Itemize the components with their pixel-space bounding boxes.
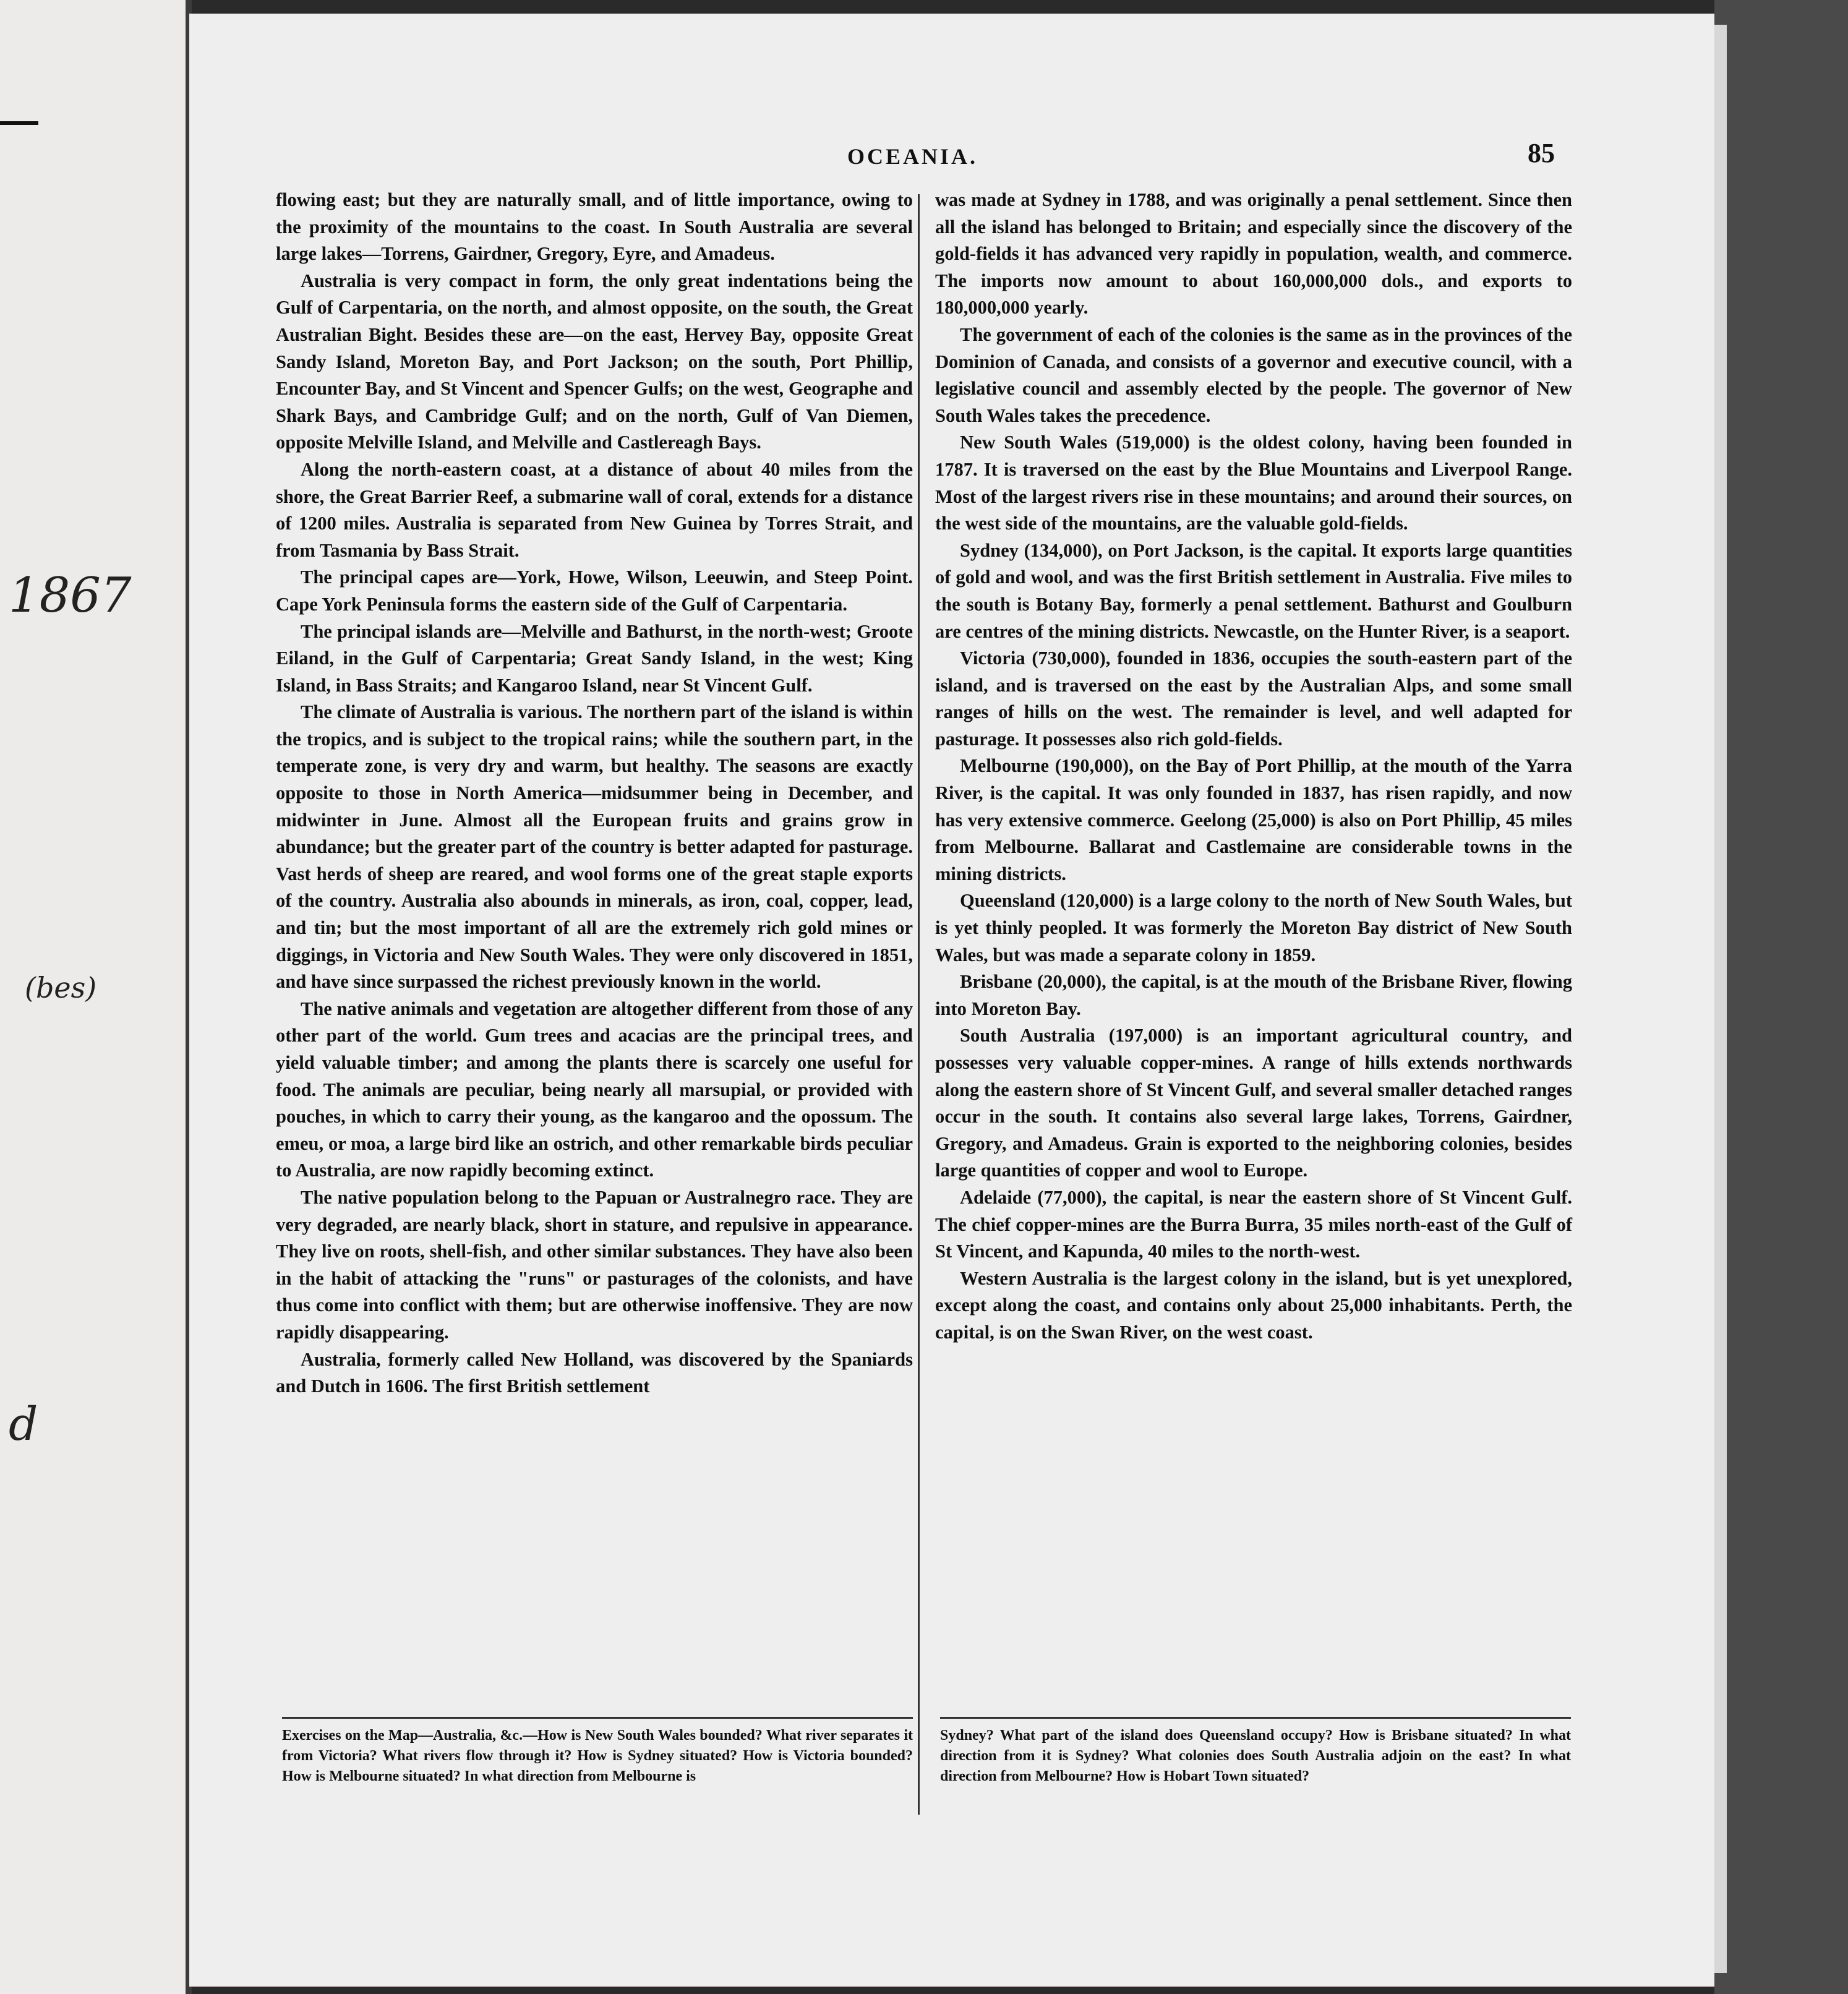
- horizontal-rule: [0, 121, 38, 125]
- left-text-column: [276, 187, 913, 1400]
- paragraph: Queensland (120,000) is a large colony to the north of New South Wales, but is yet thinly peopled. It was formerly the Moreton Bay district of New South Wales, but was made a separate colony in 1859.: [935, 890, 1572, 965]
- paragraph: flowing east; but they are naturally small, and of little importance, owing to the proximity of the mountains to the coast. In South Australia are several large lakes—Torrens, Gairdner, Gregory, Eyre, and Amadeus.: [276, 189, 913, 265]
- paragraph: Along the north-eastern coast, at a distance of about 40 miles from the shore, the Great Barrier Reef, a submarine wall of coral, extends for a distance of 1200 miles. Australia is separated from New Guinea by Torres Strait, and from Tasmania by Bass Strait.: [276, 458, 913, 561]
- paragraph: Western Australia is the largest colony in the island, but is yet unexplored, except along the coast, and contains only about 25,000 inhabitants. Perth, the capital, is on the Swan River, on the west coast.: [935, 1267, 1572, 1343]
- page-edge: [1714, 25, 1727, 1973]
- handwritten-note: 1867: [9, 568, 132, 623]
- paragraph: was made at Sydney in 1788, and was originally a penal settlement. Since then all the island has belonged to Britain; and especially since the discovery of the gold-fields it has advanced very rapidly in population, wealth, and commerce. The imports now amount to about 160,000,000 dols., and exports to 180,000,000 yearly.: [935, 189, 1572, 319]
- running-header: OCEANIA.: [847, 144, 978, 169]
- column-divider: [918, 194, 920, 1815]
- right-text-column: [935, 187, 1572, 1346]
- footnote-rule: [282, 1717, 913, 1719]
- handwritten-note: d: [9, 1398, 38, 1451]
- paragraph: Australia, formerly called New Holland, was discovered by the Spaniards and Dutch in 1606. The first British settlement: [276, 1348, 913, 1397]
- paragraph: South Australia (197,000) is an important agricultural country, and possesses very valuable copper-mines. A range of hills extends northwards along the eastern shore of St Vincent Gulf, and several smaller detached ranges occur in the south. It contains also several large lakes, Torrens, Gairdner, Gregory, and Amadeus. Grain is exported to the neighboring colonies, besides large quantities of copper and wool to Europe.: [935, 1025, 1572, 1181]
- paragraph: Sydney (134,000), on Port Jackson, is the capital. It exports large quantities of gold and wool, and was the first British settlement in Australia. Five miles to the south is Botany Bay, formerly a penal settlement. Bathurst and Goulburn are centres of the mining districts. Newcastle, on the Hunter River, is a seaport.: [935, 539, 1572, 642]
- paragraph: Adelaide (77,000), the capital, is near the eastern shore of St Vincent Gulf. The chief copper-mines are the Burra Burra, 35 miles north-east of the Gulf of St Vincent, and Kapunda, 40 miles to the north-west.: [935, 1186, 1572, 1262]
- paragraph: The native population belong to the Papuan or Australnegro race. They are very degraded, are nearly black, short in stature, and repulsive in appearance. They live on roots, shell-fish, and other similar substances. They have also been in the habit of attacking the "runs" or pasturages of the colonists, and have thus come into conflict with them; but are otherwise inoffensive. They are now rapidly disappearing.: [276, 1186, 913, 1343]
- footnote-rule: [940, 1717, 1571, 1719]
- page-edge-shadow: [1714, 0, 1848, 1994]
- paragraph: The climate of Australia is various. The northern part of the island is within the tropics, and is subject to the tropical rains; while the southern part, in the temperate zone, is very dry and warm, but healthy. The seasons are exactly opposite to those in North America—midsummer being in December, and midwinter in June. Almost all the European fruits and grains grow in abundance; but the greater part of the country is better adapted for pasturage. Vast herds of sheep are reared, and wool forms one of the great staple exports of the country. Australia also abounds in minerals, as iron, coal, copper, lead, and tin; but the most important of all are the extremely rich gold mines or diggings, in Victoria and New South Wales. They were only discovered in 1851, and have since surpassed the richest previously known in the world.: [276, 701, 913, 993]
- paragraph: Australia is very compact in form, the only great indentations being the Gulf of Carpentaria, on the north, and almost opposite, on the south, the Great Australian Bight. Besides these are—on the east, Hervey Bay, opposite Great Sandy Island, Moreton Bay, and Port Jackson; on the south, Port Phillip, Encounter Bay, and St Vincent and Spencer Gulfs; on the west, Geographe and Shark Bays, and Cambridge Gulf; and on the north, Gulf of Van Diemen, opposite Melville Island, and Melville and Castlereagh Bays.: [276, 270, 913, 453]
- paragraph: The principal capes are—York, Howe, Wilson, Leeuwin, and Steep Point. Cape York Peninsula forms the eastern side of the Gulf of Carpentaria.: [276, 567, 913, 615]
- paragraph: Melbourne (190,000), on the Bay of Port Phillip, at the mouth of the Yarra River, is the capital. It was only founded in 1837, has risen rapidly, and now has very extensive commerce. Geelong (25,000) is also on Port Phillip, 45 miles from Melbourne. Ballarat and Castlemaine are considerable towns in the mining districts.: [935, 755, 1572, 884]
- paragraph: The native animals and vegetation are altogether different from those of any other part of the world. Gum trees and acacias are the principal trees, and yield valuable timber; and among the plants there is scarcely one useful for food. The animals are peculiar, being nearly all marsupial, or provided with pouches, in which to carry their young, as the kangaroo and the opossum. The emeu, or moa, a large bird like an ostrich, and other remarkable birds peculiar to Australia, are now rapidly becoming extinct.: [276, 998, 913, 1181]
- footnote-exercises-continued: Sydney? What part of the island does Queensland occupy? How is Brisbane situated? In what direction from it is Sydney? What colonies does South Australia adjoin on the east? In what direction from Melbourne? How is Hobart Town situated?: [940, 1727, 1571, 1784]
- handwritten-note: (bes): [25, 971, 97, 1004]
- paragraph: Brisbane (20,000), the capital, is at the mouth of the Brisbane River, flowing into Moreton Bay.: [935, 971, 1572, 1019]
- page-number: 85: [1528, 138, 1555, 168]
- paragraph: New South Wales (519,000) is the oldest colony, having been founded in 1787. It is traversed on the east by the Blue Mountains and Liverpool Range. Most of the largest rivers rise in these mountains; and around their sources, on the west side of the mountains, are the valuable gold-fields.: [935, 432, 1572, 534]
- paragraph: The government of each of the colonies is the same as in the provinces of the Dominion of Canada, and consists of a governor and executive council, with a legislative council and assembly elected by the people. The governor of New South Wales takes the precedence.: [935, 323, 1572, 426]
- paragraph: The principal islands are—Melville and Bathurst, in the north-west; Groote Eiland, in the Gulf of Carpentaria; Great Sandy Island, in the west; King Island, in Bass Straits; and Kangaroo Island, near St Vincent Gulf.: [276, 620, 913, 696]
- facing-page-edge: [0, 0, 189, 1994]
- footnote-exercises: Exercises on the Map—Australia, &c.—How is New South Wales bounded? What river separates it from Victoria? What rivers flow through it? How is Sydney situated? How is Victoria bounded? How is Melbourne situated? In what direction from Melbourne is: [282, 1727, 913, 1784]
- paragraph: Victoria (730,000), founded in 1836, occupies the south-eastern part of the island, and is traversed on the east by the Australian Alps, and some small ranges of hills on the west. The remainder is level, and well adapted for pasturage. It possesses also rich gold-fields.: [935, 648, 1572, 750]
